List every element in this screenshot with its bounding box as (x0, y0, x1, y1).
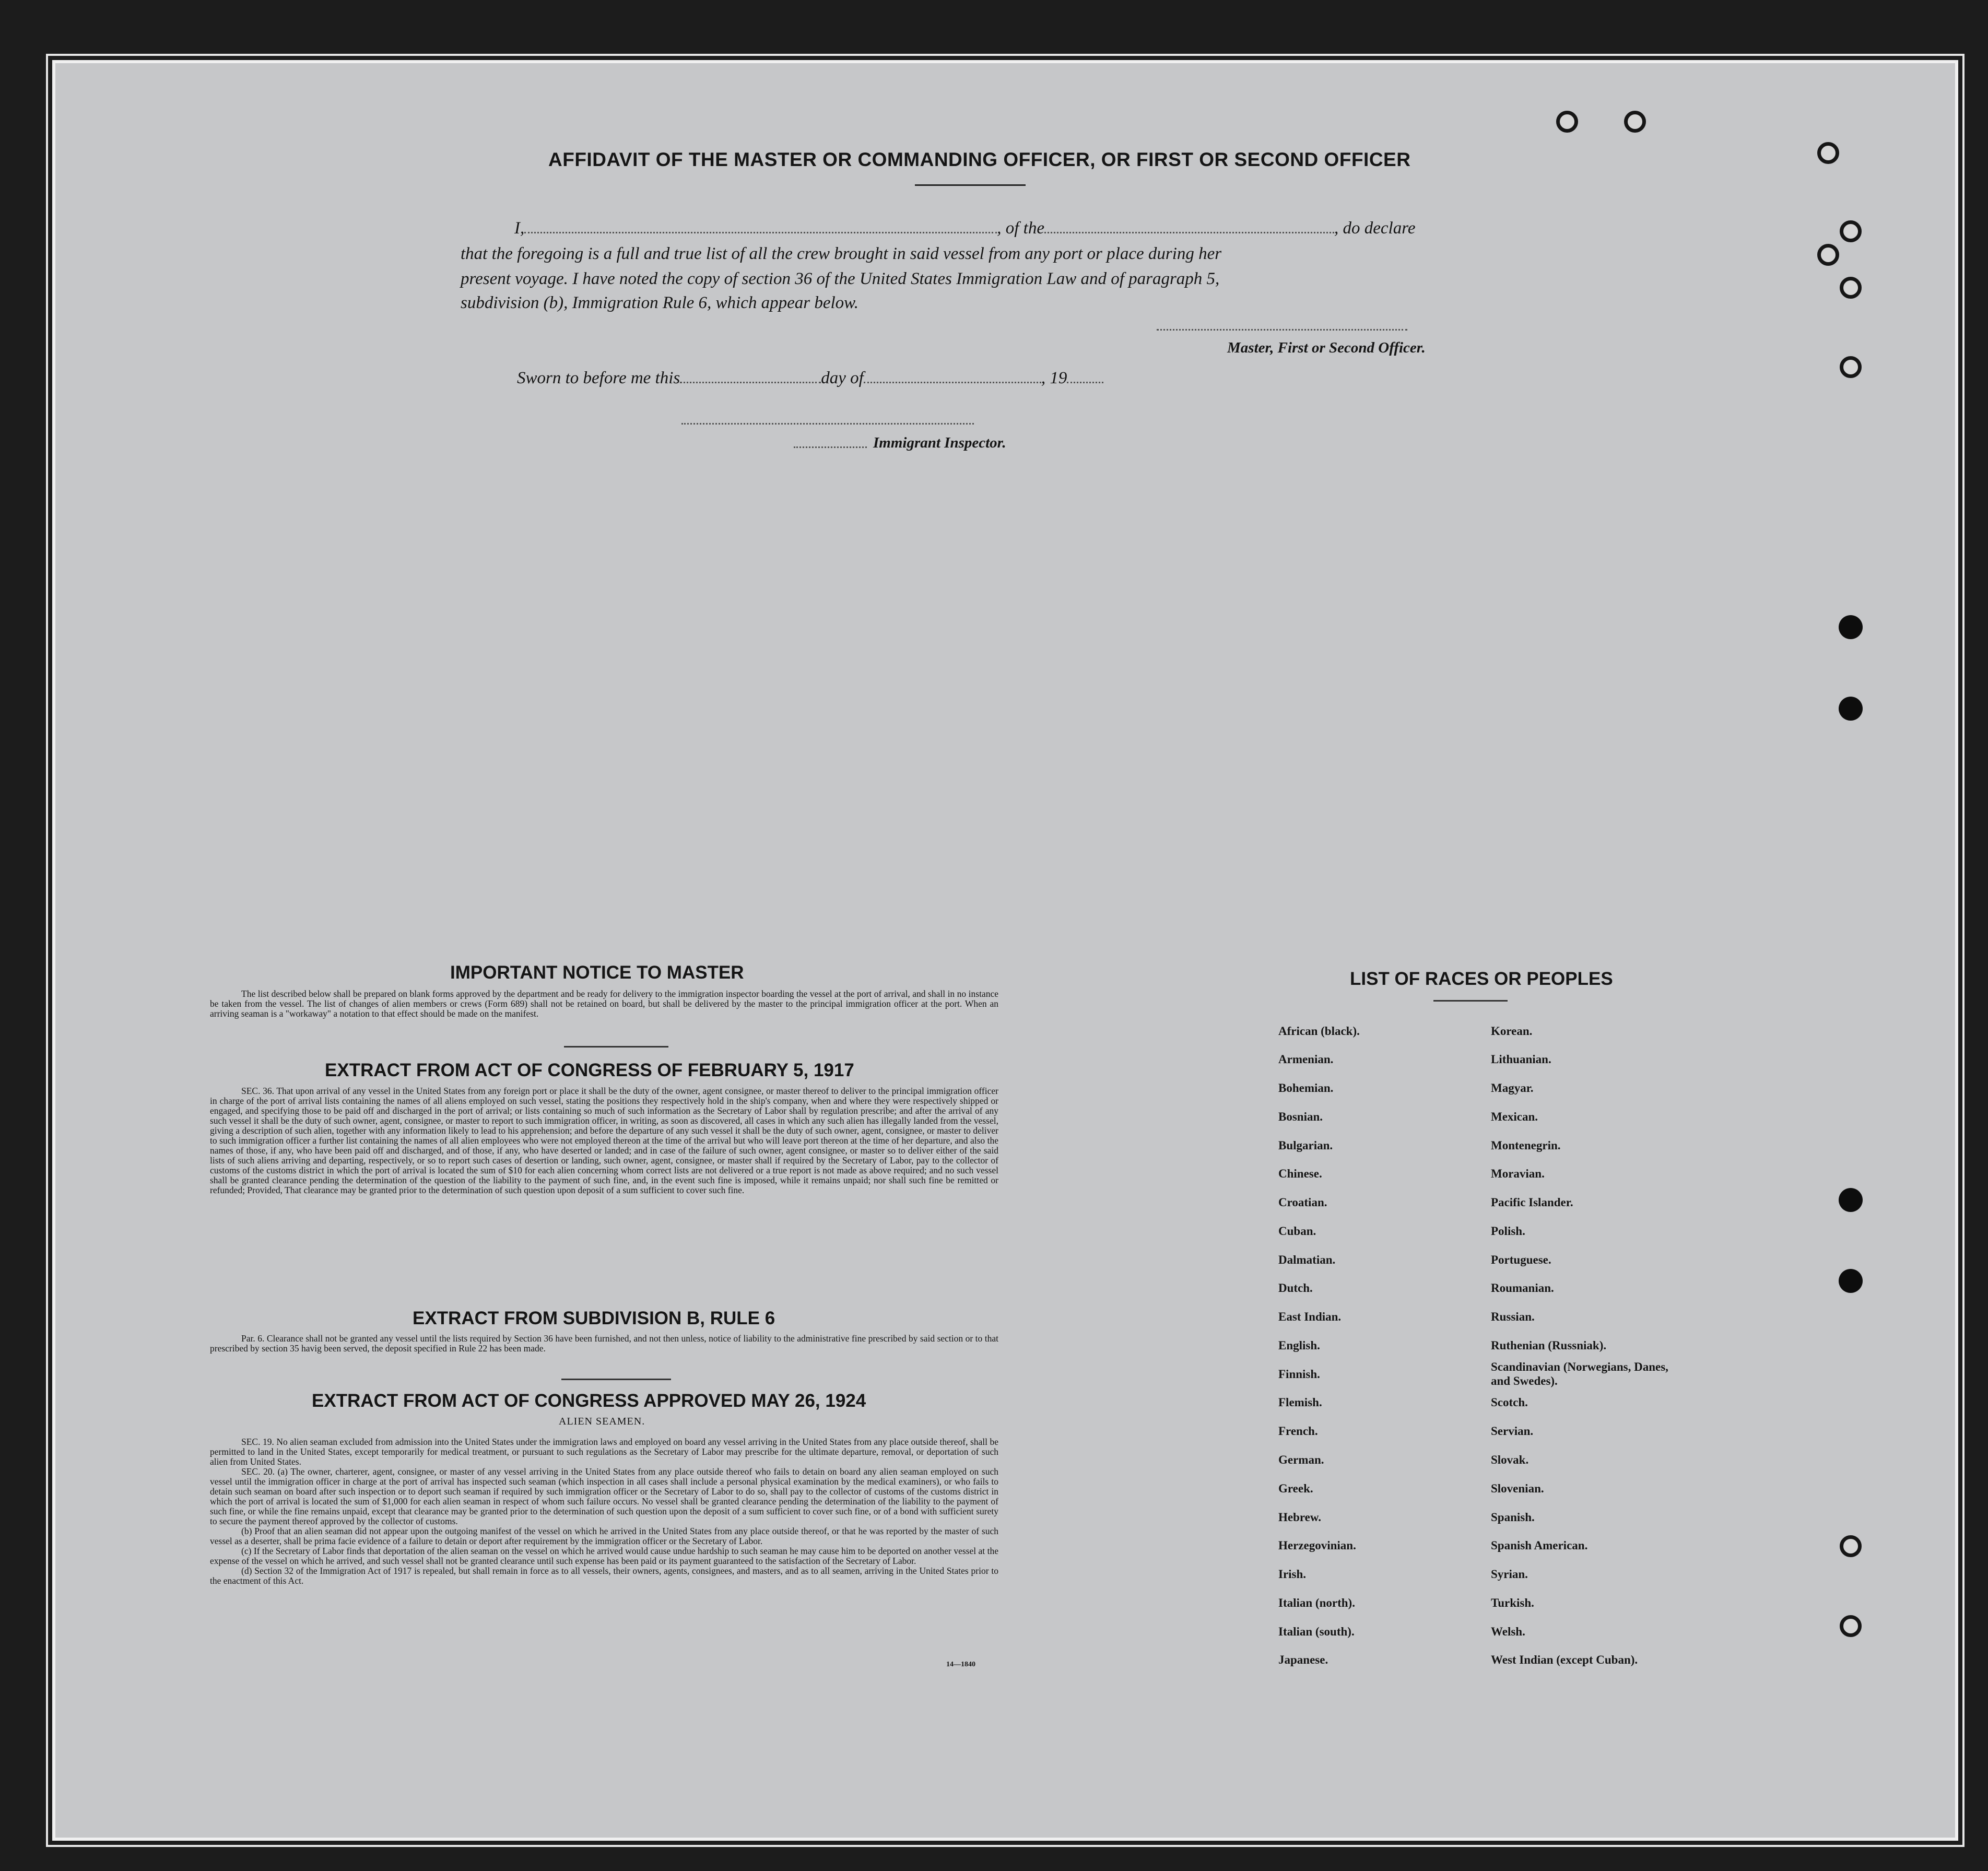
extract-1917-title: EXTRACT FROM ACT OF CONGRESS OF FEBRUARY 5, 1917 (325, 1060, 854, 1080)
race-item: Greek. (1278, 1482, 1313, 1495)
race-item: Bosnian. (1278, 1110, 1323, 1123)
section-36-paragraph: SEC. 36. That upon arrival of any vessel in the United States from any foreign port or place it shall be the duty of the owner, agent consignee, or master thereof to deliver to the principal immigration officer in charge of the port of arrival lists containing the names of all aliens employed on such vessel, stating the positions they respectively hold in the ship's company, when and where they were respectively shipped or engaged, and specifying those to be paid off and discharged in the port of arrival; or lists containing so much of such information as the Secretary of Labor shall by regulation prescribe; and after the arrival of any such vessel it shall be the duty of such owner, agent, consignee, or master to report to such immigration officer, in writing, as soon as discovered, all cases in which any such alien has illegally landed from the vessel, giving a description of such alien, together with any information likely to lead to his apprehension; and before the departure of any such vessel it shall be the duty of such owner, agent, consignee, or master to deliver to such immigration officer a further list containing the names of all alien employees who were not employed thereon at the time of the arrival but who will leave port thereon at the time of her departure, and also the names of those, if any, who have been paid off and discharged, and of those, if any, who have deserted or landed; and in case of the failure of such owner, agent consignee, or master so to deliver either of the said lists of such aliens arriving and departing, respectively, or so to report such cases of desertion or landing, such owner, agent, consignee, or master shall if required by the Secretary of Labor, pay to the collector of customs of the customs district in which the port of arrival is located the sum of $10 for each alien concerning whom correct lists are not delivered or a true report is not made as above required; and no such vessel shall be granted clearance pending the determination of the question of the liability to the payment of such fine, and, in the event such fine is imposed, while it remains unpaid; nor shall such fine be remitted or refunded; Provided, That clearance may be granted prior to the determination of such question upon deposit of a sum sufficient to cover such fine. (210, 1086, 998, 1195)
affidavit-text: I, (514, 219, 525, 238)
race-item: Slovak. (1491, 1453, 1529, 1466)
affidavit-line-2: that the foregoing is a full and true list of all the crew brought in said vessel from any port or place during her (461, 244, 1222, 263)
punch-hole (1817, 142, 1839, 164)
race-item: Polish. (1491, 1225, 1525, 1238)
race-item: Korean. (1491, 1025, 1533, 1038)
title-rule (915, 184, 1026, 186)
section-rule (564, 1046, 668, 1048)
race-item: Dutch. (1278, 1281, 1313, 1295)
master-signature-label: Master, First or Second Officer. (1227, 339, 1426, 356)
race-item: Finnish. (1278, 1368, 1320, 1381)
extract-1917-body (210, 1086, 998, 1195)
punch-hole (1840, 356, 1862, 378)
sworn-text: day of (821, 369, 864, 387)
affidavit-line-1 (514, 218, 1415, 238)
sworn-line (517, 368, 1103, 388)
sworn-year-blank[interactable] (1067, 368, 1103, 383)
races-title: LIST OF RACES OR PEOPLES (1350, 969, 1613, 989)
extract-rule6-body (210, 1334, 998, 1354)
sworn-day-blank[interactable] (680, 368, 821, 383)
name-blank[interactable] (524, 218, 997, 233)
race-item: Chinese. (1278, 1167, 1322, 1180)
race-item: Mexican. (1491, 1110, 1538, 1123)
inspector-label: Immigrant Inspector. (873, 434, 1006, 451)
races-rule (1433, 1000, 1508, 1002)
punch-hole (1840, 1535, 1862, 1557)
punch-hole (1839, 697, 1863, 721)
race-item: Italian (south). (1278, 1625, 1355, 1638)
race-item: Spanish American. (1491, 1539, 1588, 1552)
race-item: English. (1278, 1339, 1320, 1352)
punch-hole (1840, 277, 1862, 299)
race-item: Flemish. (1278, 1396, 1322, 1409)
punch-hole (1839, 1188, 1863, 1212)
race-item: Ruthenian (Russniak). (1491, 1339, 1607, 1352)
race-item: Pacific Islander. (1491, 1196, 1573, 1209)
race-item: Armenian. (1278, 1053, 1334, 1066)
punch-hole (1839, 615, 1863, 639)
race-item: Italian (north). (1278, 1596, 1355, 1609)
sec-20c-paragraph: (c) If the Secretary of Labor finds that deportation of the alien seaman on the vessel on which he arrived would cause undue hardship to such seaman he may cause him to be deported on another vessel at the expense of the vessel on which he arrived, and such vessel shall not be granted clearance until such expense has been paid or its payment guaranteed to the satisfaction of the Secretary of Labor. (210, 1546, 998, 1566)
race-item: Japanese. (1278, 1653, 1328, 1666)
sec-20a-paragraph: SEC. 20. (a) The owner, charterer, agent, consignee, or master of any vessel arriving in the United States from any place outside thereof who fails to detain on board any alien seaman employed on such vessel until the immigration officer in charge at the port of arrival has inspected such seaman (which inspection in all cases shall include a personal physical examination by the medical examiners), or who fails to detain such seaman on board after such inspection or to deport such seaman if required by such immigration officer or the Secretary of Labor to do so, shall pay to the collector of customs of the customs district in which the port of arrival is located the sum of $1,000 for each alien seaman in respect of whom such failure occurs. No vessel shall be granted clearance pending the determination of the liability to the payment of such fine, or while the fine remains unpaid, except that clearance may be granted prior to the determination of such question upon the deposit of a sum sufficient to cover such fine, or of a bond with sufficient surety to secure the payment thereof approved by the collector of customs. (210, 1466, 998, 1526)
race-item: Russian. (1491, 1310, 1535, 1323)
race-item: Dalmatian. (1278, 1253, 1336, 1266)
affidavit-line-4: subdivision (b), Immigration Rule 6, which appear below. (461, 293, 858, 312)
race-item: Cuban. (1278, 1225, 1316, 1238)
sec-19-paragraph: SEC. 19. No alien seaman excluded from admission into the United States under the immigration laws and employed on board any vessel arriving in the United States from any place outside thereof, shall be permitted to land in the United States, except temporarily for medical treatment, or pursuant to such regulations as the Secretary of Labor may prescribe for the ultimate departure, removal, or deportation of such alien from United States. (210, 1437, 998, 1467)
sworn-month-blank[interactable] (864, 368, 1041, 383)
affidavit-text: , of the (997, 219, 1044, 238)
punch-hole (1624, 111, 1646, 133)
notice-body (210, 989, 998, 1019)
race-item: Spanish. (1491, 1511, 1535, 1524)
extract-rule6-title: EXTRACT FROM SUBDIVISION B, RULE 6 (413, 1308, 775, 1328)
race-item: Croatian. (1278, 1196, 1327, 1209)
race-item: Portuguese. (1491, 1253, 1551, 1266)
race-item: Montenegrin. (1491, 1139, 1561, 1152)
notice-paragraph: The list described below shall be prepared on blank forms approved by the department and be ready for delivery to the immigration inspector boarding the vessel at the port of arrival, and shall in no instance be taken from the vessel. The list of changes of alien members or crews (Form 689) shall not be retained on board, but shall be delivered by the master to the principal immigration officer at the port. When an arriving seaman is a "workaway" a notation to that effect should be made on the manifest. (210, 989, 998, 1019)
sec-20d-paragraph: (d) Section 32 of the Immigration Act of 1917 is repealed, but shall remain in force as to all vessels, their owners, agents, consignees, and masters, and as to all seamen, arriving in the United States prior to the enactment of this Act. (210, 1566, 998, 1586)
par-6-paragraph: Par. 6. Clearance shall not be granted any vessel until the lists required by Section 36 have been furnished, and not then unless, notice of liability to the administrative fine prescribed by said section or to that prescribed by section 35 havig been served, the deposit specified in Rule 22 has been made. (210, 1333, 998, 1354)
affidavit-line-3: present voyage. I have noted the copy of section 36 of the United States Immigration Law and of paragraph 5, (461, 269, 1220, 288)
race-item: Scandinavian (Norwegians, Danes, and Swedes). (1491, 1360, 1668, 1387)
race-item: Roumanian. (1491, 1281, 1554, 1295)
form-number: 14—1840 (946, 1661, 975, 1668)
inspector-signature-blank (794, 446, 867, 448)
race-item: West Indian (except Cuban). (1491, 1653, 1638, 1666)
extract-1924-body (210, 1437, 998, 1586)
race-item: Servian. (1491, 1425, 1534, 1438)
extract-1924-title: EXTRACT FROM ACT OF CONGRESS APPROVED MAY 26, 1924 (312, 1391, 866, 1411)
inspector-signature-blank[interactable] (681, 423, 974, 425)
race-item: Scotch. (1491, 1396, 1528, 1409)
race-item: African (black). (1278, 1025, 1360, 1038)
punch-hole (1556, 111, 1578, 133)
race-item: Bulgarian. (1278, 1139, 1333, 1152)
race-item: French. (1278, 1425, 1318, 1438)
race-item: Moravian. (1491, 1167, 1545, 1180)
race-item: German. (1278, 1453, 1324, 1466)
section-rule (561, 1379, 671, 1380)
race-item: Irish. (1278, 1568, 1307, 1581)
race-item: Herzegovinian. (1278, 1539, 1356, 1552)
affidavit-text: , do declare (1334, 219, 1416, 238)
race-item: East Indian. (1278, 1310, 1342, 1323)
punch-hole (1840, 220, 1862, 242)
punch-hole (1839, 1269, 1863, 1293)
affidavit-title: AFFIDAVIT OF THE MASTER OR COMMANDING OFFICER, OR FIRST OR SECOND OFFICER (548, 149, 1411, 170)
punch-hole (1840, 1615, 1862, 1637)
race-item: Bohemian. (1278, 1081, 1334, 1095)
punch-hole (1817, 244, 1839, 266)
sworn-text: , 19 (1041, 369, 1067, 387)
race-item: Magyar. (1491, 1081, 1534, 1095)
race-item: Slovenian. (1491, 1482, 1544, 1495)
race-item: Turkish. (1491, 1596, 1534, 1609)
race-item: Hebrew. (1278, 1511, 1321, 1524)
race-item: Syrian. (1491, 1568, 1528, 1581)
notice-title: IMPORTANT NOTICE TO MASTER (450, 962, 744, 983)
race-item: Lithuanian. (1491, 1053, 1551, 1066)
sworn-text: Sworn to before me this (517, 369, 680, 387)
master-signature-blank[interactable] (1157, 329, 1407, 331)
alien-seamen-subtitle: ALIEN SEAMEN. (559, 1416, 645, 1427)
sec-20b-paragraph: (b) Proof that an alien seaman did not appear upon the outgoing manifest of the vessel on which he arrived in the United States from any place outside thereof, or that he was reported by the master of such vessel as a deserter, shall be prima facie evidence of a failure to detain or deport after requirement by the immigration officer or the Secretary of Labor. (210, 1526, 998, 1546)
race-item: Welsh. (1491, 1625, 1525, 1638)
vessel-blank[interactable] (1044, 218, 1334, 233)
